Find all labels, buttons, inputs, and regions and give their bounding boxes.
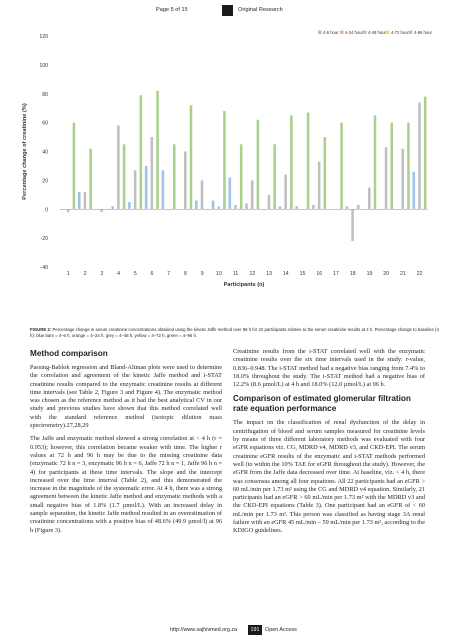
x-tick-label: 9 bbox=[200, 271, 204, 277]
bar bbox=[324, 137, 327, 209]
bar bbox=[184, 152, 187, 210]
figure-caption bbox=[30, 327, 445, 339]
x-tick-label: 13 bbox=[266, 271, 272, 277]
x-tick-label: 6 bbox=[150, 271, 154, 277]
bar bbox=[111, 206, 114, 209]
bar bbox=[268, 195, 271, 209]
x-tick-label: 2 bbox=[83, 271, 87, 277]
page-footer bbox=[0, 625, 453, 636]
legend-label: 4-6 hour bbox=[323, 30, 339, 35]
y-tick-label: -40 bbox=[40, 265, 48, 271]
left-column bbox=[30, 348, 222, 540]
y-tick-label: 0 bbox=[45, 207, 48, 214]
running-header bbox=[0, 5, 453, 19]
bar bbox=[67, 209, 70, 212]
bar bbox=[407, 123, 410, 210]
bar bbox=[84, 192, 87, 209]
bar bbox=[385, 147, 388, 209]
x-axis-label: Participants (n) bbox=[223, 282, 265, 288]
figure-label: FIGURE 2: bbox=[30, 327, 52, 332]
bar bbox=[190, 105, 193, 209]
bar bbox=[140, 95, 143, 209]
bar bbox=[318, 162, 321, 210]
chart-legend bbox=[318, 30, 433, 35]
bar bbox=[257, 120, 260, 210]
heading-egfr-comparison: Comparison of estimated glomerular filtration rate equation performance bbox=[233, 394, 411, 414]
bar bbox=[173, 144, 176, 209]
bar bbox=[368, 188, 371, 210]
x-tick-label: 8 bbox=[184, 271, 187, 277]
x-tick-label: 15 bbox=[299, 271, 306, 277]
x-tick-label: 20 bbox=[383, 271, 390, 277]
bar bbox=[273, 144, 276, 209]
y-tick-label: -20 bbox=[40, 236, 48, 243]
x-tick-label: 4 bbox=[117, 271, 120, 277]
x-tick-label: 14 bbox=[282, 271, 289, 277]
bar bbox=[229, 177, 232, 209]
legend-swatch bbox=[386, 31, 390, 35]
y-axis-label: Percentage change of creatinine (%) bbox=[22, 103, 28, 200]
x-tick-label: 11 bbox=[232, 271, 239, 277]
heading-method-comparison: Method comparison bbox=[30, 349, 108, 358]
bar bbox=[195, 201, 198, 210]
x-tick-label: 1 bbox=[66, 271, 70, 277]
bar bbox=[279, 206, 282, 209]
bar bbox=[284, 175, 287, 210]
bar bbox=[357, 205, 360, 209]
x-tick-label: 10 bbox=[216, 271, 222, 277]
bar bbox=[401, 149, 404, 210]
x-tick-label: 19 bbox=[366, 271, 373, 277]
chart-bars bbox=[67, 91, 427, 241]
page-indicator: Page 5 of 15 bbox=[156, 7, 188, 13]
legend-label: 4-24 hour bbox=[345, 30, 363, 35]
bar bbox=[245, 203, 248, 209]
bar bbox=[78, 192, 81, 209]
bar bbox=[234, 205, 237, 209]
bar bbox=[351, 209, 354, 241]
bar bbox=[151, 137, 154, 209]
x-tick-label: 7 bbox=[167, 271, 171, 277]
bar bbox=[290, 115, 293, 209]
bar bbox=[89, 149, 92, 210]
y-tick-label: 40 bbox=[42, 149, 48, 156]
bar bbox=[424, 97, 427, 210]
bar bbox=[223, 111, 226, 209]
bar bbox=[307, 113, 310, 210]
bar bbox=[117, 126, 120, 210]
legend-swatch bbox=[363, 31, 367, 35]
access-label: Open Access bbox=[265, 627, 297, 633]
bar bbox=[295, 206, 298, 209]
bar bbox=[201, 180, 204, 209]
figure-caption-text: Percentage change in serum creatinine concentrations obtained using the kinetic Jaffe method over 96 h for 22 participants relative to the serum creatinine results at 4 h. Percentage change to baseline (4 h): blue bars = 4–6 h, orange = 4–24 h, grey = 4–48 h, yellow = 4–72 h, green = 4–96 h. bbox=[30, 327, 439, 338]
bar bbox=[413, 172, 416, 210]
bar bbox=[251, 180, 254, 209]
y-tick-label: 100 bbox=[39, 62, 48, 69]
paragraph: The Jaffe and enzymatic method showed a strong correlation at < 4 h (r = 0.953); however, this correlation became weaker with time. The higher r values at 72 h and 96 h may be due to the missing creatinine data (enzymatic 72 h n = 3, enzymatic 96 h n = 6, Jaffe 72 h n = 1, Jaffe 96 h n = 4) for participants at these time intervals. The slope and the intercept increased over the time interval (Table 2), and this demonstrated the increase in the magnitude of the systematic error. At 4 h, there was a strong agreement between the kinetic Jaffe method and enzymatic methods with a small negative bias of 1.8% (1.7 µmol/L). With an increased delay in sample separation, the kinetic Jaffe method resulted in an overestimation of creatinine concentrations with a positive bias of 48.6% (49.9 µmol/l) at 96 h (Figure 3). bbox=[30, 435, 222, 534]
bar bbox=[212, 201, 215, 210]
legend-swatch bbox=[340, 31, 344, 35]
paragraph: Creatinine results from the i-STAT correlated well with the enzymatic creatinine results over the six time intervals used in the study: r-value, 0.836–0.948. The i-STAT method had a negative bias ranging from 7.4% to 18.0% throughout the study. The i-STAT method had a negative bias of 12.2% (8.6 µmol/L) at 4 h and 18.0% (12.0 µmol/L) at 96 h. bbox=[233, 348, 425, 389]
x-tick-label: 3 bbox=[100, 271, 104, 277]
journal-url-link[interactable]: http://www.sajhivmed.org.za bbox=[170, 627, 238, 633]
x-tick-label: 22 bbox=[416, 271, 423, 277]
bar bbox=[162, 170, 165, 209]
y-tick-label: 20 bbox=[42, 178, 48, 185]
bar bbox=[346, 206, 349, 209]
x-tick-label: 21 bbox=[400, 271, 406, 277]
x-tick-label: 12 bbox=[249, 271, 256, 277]
page-number: 191 bbox=[248, 625, 262, 635]
bar bbox=[134, 170, 137, 209]
y-tick-label: 60 bbox=[42, 120, 48, 127]
bar bbox=[156, 91, 159, 209]
creatinine-change-chart bbox=[0, 24, 453, 326]
header-divider-box bbox=[222, 5, 233, 16]
paragraph: The impact on the classification of renal dysfunction of the delay in centrifugation of blood and serum samples measured for creatinine levels by means of three different laboratory methods was evaluated with four eGFR equations viz. CG, MDRD v4, MDRD v3, and CKD-EPI. The serum creatinine eGFR results of the enzymatic and i-STAT methods performed well (to within the 10% TAE for eGFR throughout the study). However, the eGFR from the Jaffe data decreased over time. At baseline, viz. < 4 h, there was consensus among all four equations. All 22 participants had an eGFR > 60 mL/min per 1.73 m² using the CG and MDRD v4 equation. Similarly, 21 participants had an eGFR > 60 mL/min per 1.73 m² with the MDRD v3 and the CKD-EPI equations (Table 3). One participant had an eGFR of < 60 mL/min per 1.73 m². This person was classified as having stage 3A renal failure with an eGFR 45 mL/min – 59 mL/min per 1.73 m², according to the KDIGO guidelines. bbox=[233, 419, 425, 535]
legend-swatch bbox=[318, 31, 322, 35]
bar bbox=[374, 115, 377, 209]
x-tick-label: 17 bbox=[333, 271, 339, 277]
bar bbox=[418, 102, 421, 209]
bar bbox=[73, 123, 76, 210]
legend-label: 4-48 hour bbox=[368, 30, 386, 35]
section-label: Original Research bbox=[238, 7, 283, 13]
legend-swatch bbox=[409, 31, 413, 35]
bar bbox=[390, 123, 393, 210]
bar bbox=[312, 205, 315, 209]
bar bbox=[240, 144, 243, 209]
legend-label: 4-72 hour bbox=[391, 30, 409, 35]
bar bbox=[217, 206, 220, 209]
x-tick-label: 5 bbox=[133, 271, 137, 277]
bar bbox=[100, 209, 103, 212]
x-tick-label: 18 bbox=[349, 271, 356, 277]
bar bbox=[123, 144, 126, 209]
bar bbox=[340, 123, 343, 210]
right-column bbox=[233, 348, 425, 541]
y-tick-label: 120 bbox=[39, 34, 48, 40]
bar bbox=[145, 166, 148, 209]
legend-label: 4-96 hour bbox=[414, 30, 432, 35]
paragraph: Passing-Bablok regression and Bland-Altman plots were used to determine the correlation and agreement of the kinetic Jaffe method and i-STAT creatinine results compared to the enzymatic creatinine results at different time intervals (see Table 2, Figure 3 and Figure 4). The enzymatic method was chosen as the reference method as it had the best analytical CV in our study and previous studies have shown that this method correlated well with the standard reference method (isotopic dilution mass spectrometry).27,28,29 bbox=[30, 364, 222, 430]
bar bbox=[128, 202, 131, 209]
y-tick-label: 80 bbox=[42, 91, 48, 98]
x-tick-label: 16 bbox=[316, 271, 323, 277]
